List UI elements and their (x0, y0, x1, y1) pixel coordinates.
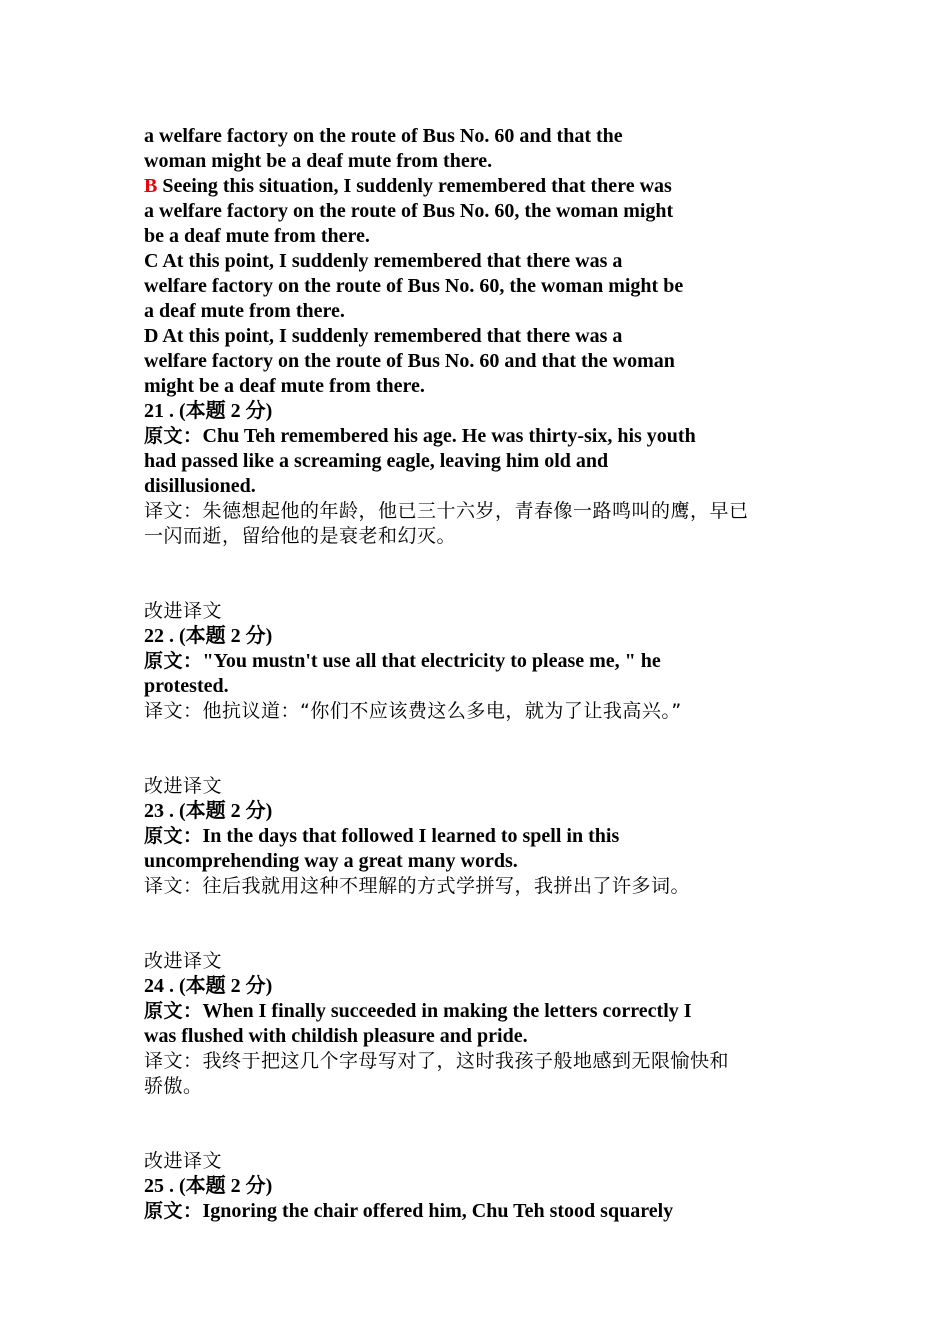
option-d-line-3: might be a deaf mute from there. (144, 375, 425, 397)
option-d-line-2: welfare factory on the route of Bus No. 60 and that the woman (144, 350, 675, 372)
question-21-translation-line-1: 译文：朱德想起他的年龄，他已三十六岁，青春像一路鸣叫的鹰，早已 (144, 500, 749, 522)
question-23-translation-line-1: 译文：往后我就用这种不理解的方式学拼写，我拼出了许多词。 (144, 875, 691, 897)
translation-label: 译文： (144, 875, 203, 897)
original-label: 原文： (144, 825, 203, 847)
original-label: 原文： (144, 650, 203, 672)
question-22-original-line-1: 原文："You mustn't use all that electricity to please me, " he (144, 650, 661, 672)
translation-label: 译文： (144, 700, 203, 722)
question-23-original-line-2: uncomprehending way a great many words. (144, 850, 518, 872)
question-23-improve-label: 改进译文 (144, 950, 223, 972)
option-c-line-1: C At this point, I suddenly remembered that there was a (144, 250, 623, 272)
question-23-header: 23 . (本题 2 分) (144, 800, 273, 822)
original-label: 原文： (144, 425, 203, 447)
question-22-improve-label: 改进译文 (144, 775, 223, 797)
translation-label: 译文： (144, 500, 203, 522)
option-b-line-2: a welfare factory on the route of Bus No. 60, the woman might (144, 200, 674, 222)
original-label: 原文： (144, 1200, 203, 1222)
question-24-header: 24 . (本题 2 分) (144, 975, 273, 997)
translation-label: 译文： (144, 1050, 203, 1072)
option-b-line-1 (144, 174, 824, 199)
question-25-header: 25 . (本题 2 分) (144, 1175, 273, 1197)
question-21-original-line-2: had passed like a screaming eagle, leaving him old and (144, 450, 609, 472)
option-b-letter: B (144, 175, 158, 197)
question-21-translation-line-2: 一闪而逝，留给他的是衰老和幻灭。 (144, 525, 457, 547)
option-a-line-1: a welfare factory on the route of Bus No. 60 and that the (144, 125, 623, 147)
question-21-improve-label: 改进译文 (144, 600, 223, 622)
option-c-line-2: welfare factory on the route of Bus No. 60, the woman might be (144, 275, 684, 297)
option-b-line-3: be a deaf mute from there. (144, 225, 370, 247)
question-22-translation-line-1: 译文：他抗议道：“你们不应该费这么多电，就为了让我高兴。” (144, 700, 682, 722)
option-c-line-3: a deaf mute from there. (144, 300, 345, 322)
question-24-improve-label: 改进译文 (144, 1150, 223, 1172)
question-24-translation-line-1: 译文：我终于把这几个字母写对了，这时我孩子般地感到无限愉快和 (144, 1050, 730, 1072)
question-21-header: 21 . (本题 2 分) (144, 400, 273, 422)
question-23-original-line-1: 原文：In the days that followed I learned to spell in this (144, 825, 620, 847)
question-24-original-line-1: 原文：When I finally succeeded in making the letters correctly I (144, 1000, 692, 1022)
question-25-original-line-1: 原文：Ignoring the chair offered him, Chu Teh stood squarely (144, 1200, 674, 1222)
option-a-line-2: woman might be a deaf mute from there. (144, 150, 493, 172)
original-label: 原文： (144, 1000, 203, 1022)
option-d-line-1: D At this point, I suddenly remembered that there was a (144, 325, 623, 347)
question-22-original-line-2: protested. (144, 675, 229, 697)
question-21-original-line-1: 原文：Chu Teh remembered his age. He was thirty-six, his youth (144, 425, 696, 447)
question-24-original-line-2: was flushed with childish pleasure and pride. (144, 1025, 528, 1047)
option-b-text: Seeing this situation, I suddenly remembered that there was (157, 175, 672, 197)
question-24-translation-line-2: 骄傲。 (144, 1075, 203, 1097)
question-21-original-line-3: disillusioned. (144, 475, 256, 497)
question-22-header: 22 . (本题 2 分) (144, 625, 273, 647)
exam-page (144, 124, 824, 1224)
